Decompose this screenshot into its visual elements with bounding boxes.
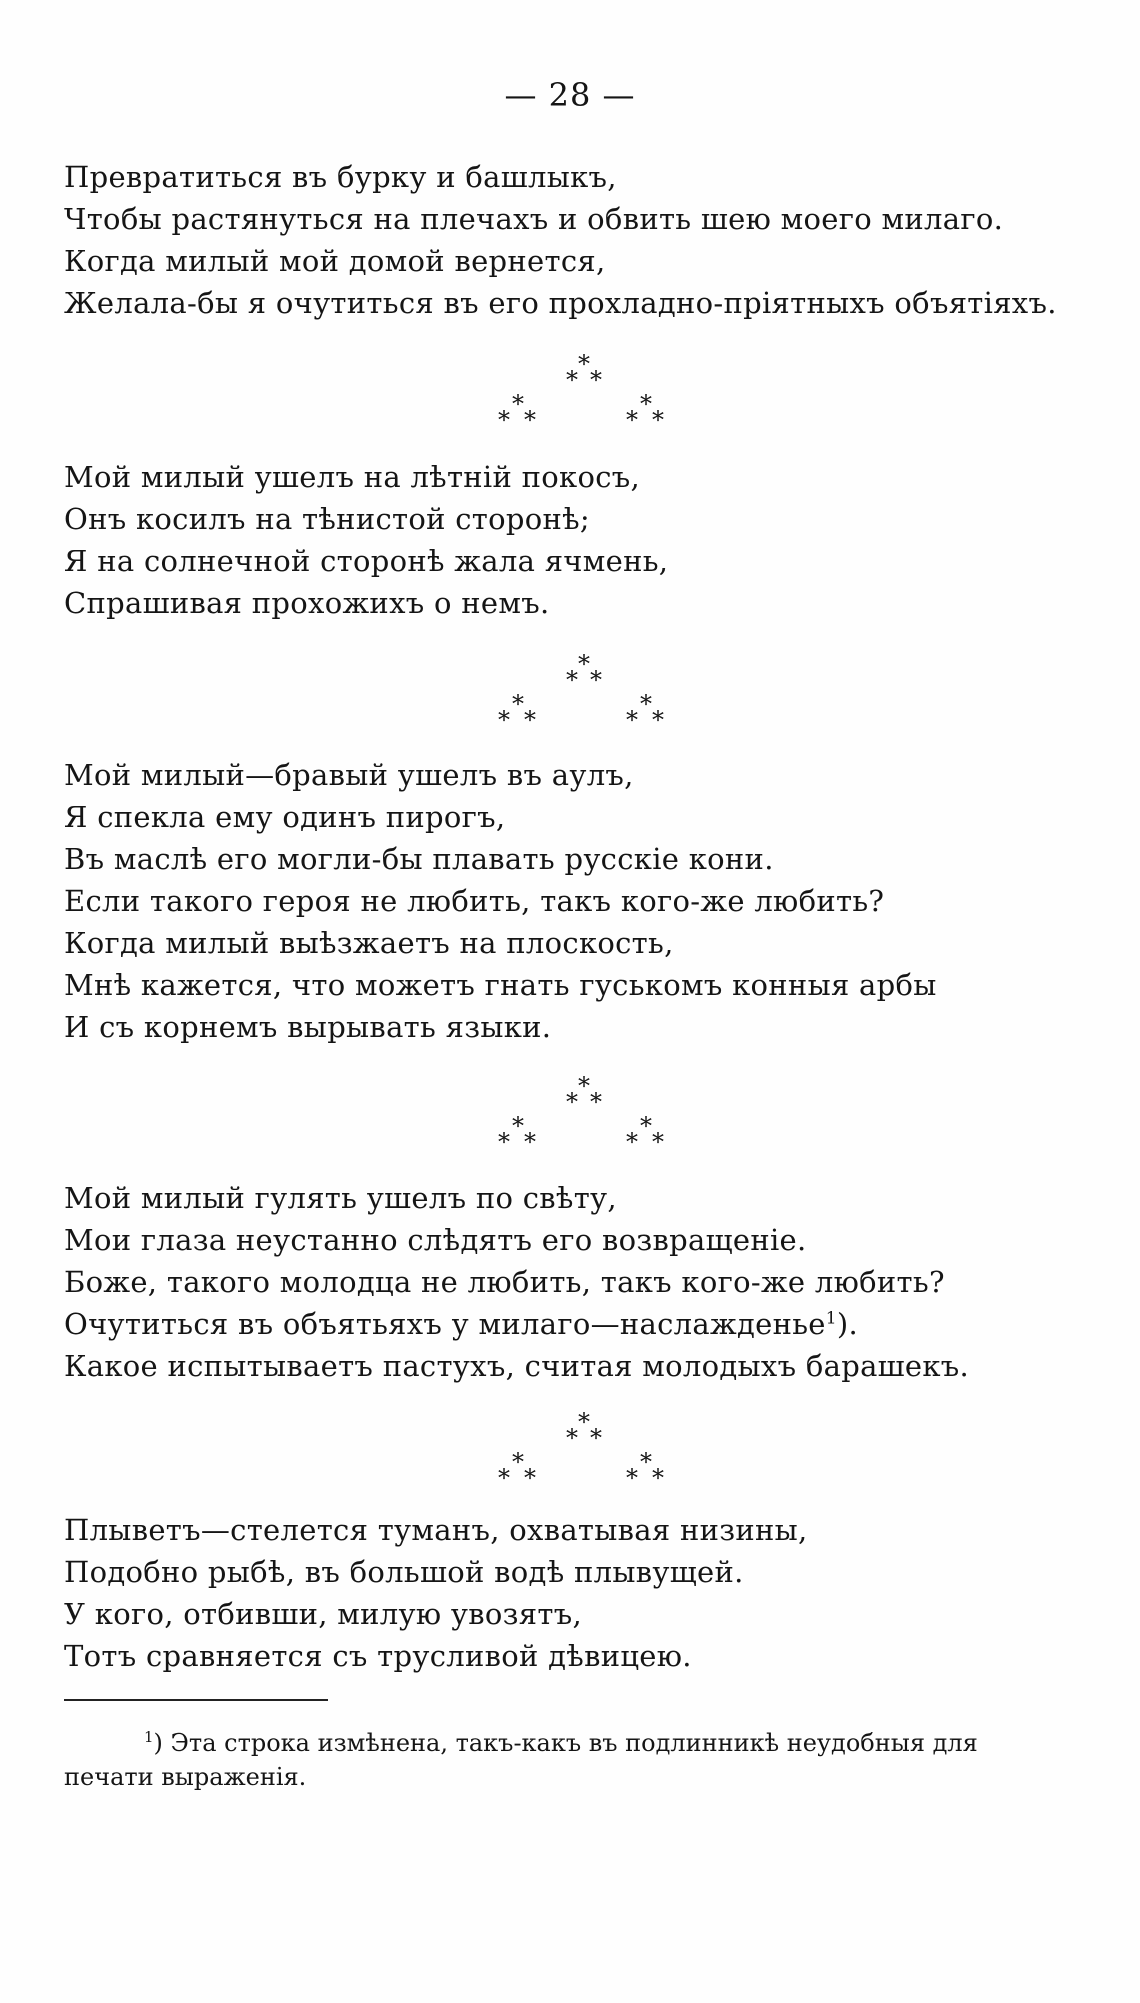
asterism-star: *	[626, 1128, 638, 1156]
verse-line: Мой милый ушелъ на лѣтній покосъ,	[64, 460, 641, 494]
verse-line: И съ корнемъ вырывать языки.	[64, 1010, 552, 1044]
footnote-marker: 1	[144, 1728, 154, 1746]
verse-line: Желала-бы я очутиться въ его прохладно-пріятныхъ объятіяхъ.	[64, 286, 1057, 320]
verse-line: Въ маслѣ его могли-бы плавать русскіе кони.	[64, 842, 774, 876]
asterism-star: *	[524, 706, 536, 734]
asterism-star: *	[652, 1128, 664, 1156]
verse-line: Какое испытываетъ пастухъ, считая молодыхъ барашекъ.	[64, 1349, 970, 1383]
asterism-star: *	[640, 390, 652, 418]
verse-line	[64, 1303, 1124, 1345]
asterism-star: *	[512, 390, 524, 418]
asterism-star: *	[524, 406, 536, 434]
stanza-2	[64, 456, 1124, 624]
verse-line: Я спекла ему одинъ пирогъ,	[64, 800, 506, 834]
asterism-star: *	[590, 1424, 602, 1452]
asterism-star: *	[578, 1408, 590, 1436]
asterism-star: *	[524, 1128, 536, 1156]
stanza-1	[64, 156, 1124, 324]
asterism-star: *	[652, 406, 664, 434]
asterism-star: *	[640, 690, 652, 718]
stanza-3	[64, 754, 1124, 1048]
page-number: — 28 —	[504, 76, 636, 114]
footnote-reference-trail: ).	[836, 1307, 859, 1341]
asterism-star: *	[590, 666, 602, 694]
asterism-star: *	[626, 406, 638, 434]
footnote-text: Эта строка измѣнена, такъ-какъ въ подлинникѣ неудобныя для	[162, 1729, 978, 1757]
asterism-star: *	[512, 1448, 524, 1476]
verse-line: Тотъ сравняется съ трусливой дѣвицею.	[64, 1639, 692, 1673]
footnote-divider	[64, 1699, 328, 1701]
asterism-star: *	[590, 1088, 602, 1116]
verse-line: Боже, такого молодца не любить, такъ кого-же любить?	[64, 1265, 945, 1299]
asterism-star: *	[498, 1464, 510, 1492]
verse-line: Плыветъ—стелется туманъ, охватывая низины,	[64, 1513, 808, 1547]
stanza-5	[64, 1509, 1124, 1677]
asterism-star: *	[524, 1464, 536, 1492]
asterism-star: *	[626, 706, 638, 734]
footnote-second-line: печати выраженія.	[64, 1763, 307, 1791]
verse-line: Мои глаза неустанно слѣдятъ его возвращеніе.	[64, 1223, 807, 1257]
asterism-star: *	[652, 706, 664, 734]
asterism-star: *	[578, 1072, 590, 1100]
asterism-divider	[488, 1074, 688, 1154]
asterism-star: *	[578, 650, 590, 678]
verse-line: Спрашивая прохожихъ о немъ.	[64, 586, 550, 620]
verse-line: Когда милый мой домой вернется,	[64, 244, 606, 278]
verse-line: Когда милый выѣзжаетъ на плоскость,	[64, 926, 674, 960]
asterism-star: *	[578, 350, 590, 378]
stanza-4	[64, 1177, 1124, 1387]
asterism-star: *	[640, 1448, 652, 1476]
verse-line: Мнѣ кажется, что можетъ гнать гуськомъ конныя арбы	[64, 968, 937, 1002]
verse-line: Онъ косилъ на тѣнистой сторонѣ;	[64, 502, 590, 536]
footnote-first-line	[64, 1726, 1114, 1760]
asterism-divider	[488, 1410, 688, 1490]
asterism-star: *	[640, 1112, 652, 1140]
verse-line: Превратиться въ бурку и башлыкъ,	[64, 160, 617, 194]
asterism-star: *	[652, 1464, 664, 1492]
footnote-reference: 1	[825, 1308, 837, 1329]
asterism-star: *	[626, 1464, 638, 1492]
verse-line: Я на солнечной сторонѣ жала ячмень,	[64, 544, 669, 578]
verse-line: Мой милый—бравый ушелъ въ аулъ,	[64, 758, 634, 792]
verse-line: Мой милый гулять ушелъ по свѣту,	[64, 1181, 617, 1215]
footnote	[64, 1726, 1114, 1794]
asterism-star: *	[566, 1088, 578, 1116]
asterism-star: *	[498, 1128, 510, 1156]
footnote-marker-trail: )	[153, 1729, 163, 1757]
asterism-star: *	[566, 1424, 578, 1452]
verse-line: Подобно рыбѣ, въ большой водѣ плывущей.	[64, 1555, 744, 1589]
verse-line-text: Очутиться въ объятьяхъ у милаго—наслажденье	[64, 1307, 826, 1341]
asterism-divider	[488, 652, 688, 732]
asterism-star: *	[498, 706, 510, 734]
asterism-star: *	[512, 690, 524, 718]
verse-line: Если такого героя не любить, такъ кого-же любить?	[64, 884, 885, 918]
verse-line: У кого, отбивши, милую увозятъ,	[64, 1597, 583, 1631]
asterism-divider	[488, 352, 688, 432]
asterism-star: *	[498, 406, 510, 434]
verse-line: Чтобы растянуться на плечахъ и обвить шею моего милаго.	[64, 202, 1004, 236]
asterism-star: *	[566, 366, 578, 394]
asterism-star: *	[566, 666, 578, 694]
asterism-star: *	[512, 1112, 524, 1140]
asterism-star: *	[590, 366, 602, 394]
